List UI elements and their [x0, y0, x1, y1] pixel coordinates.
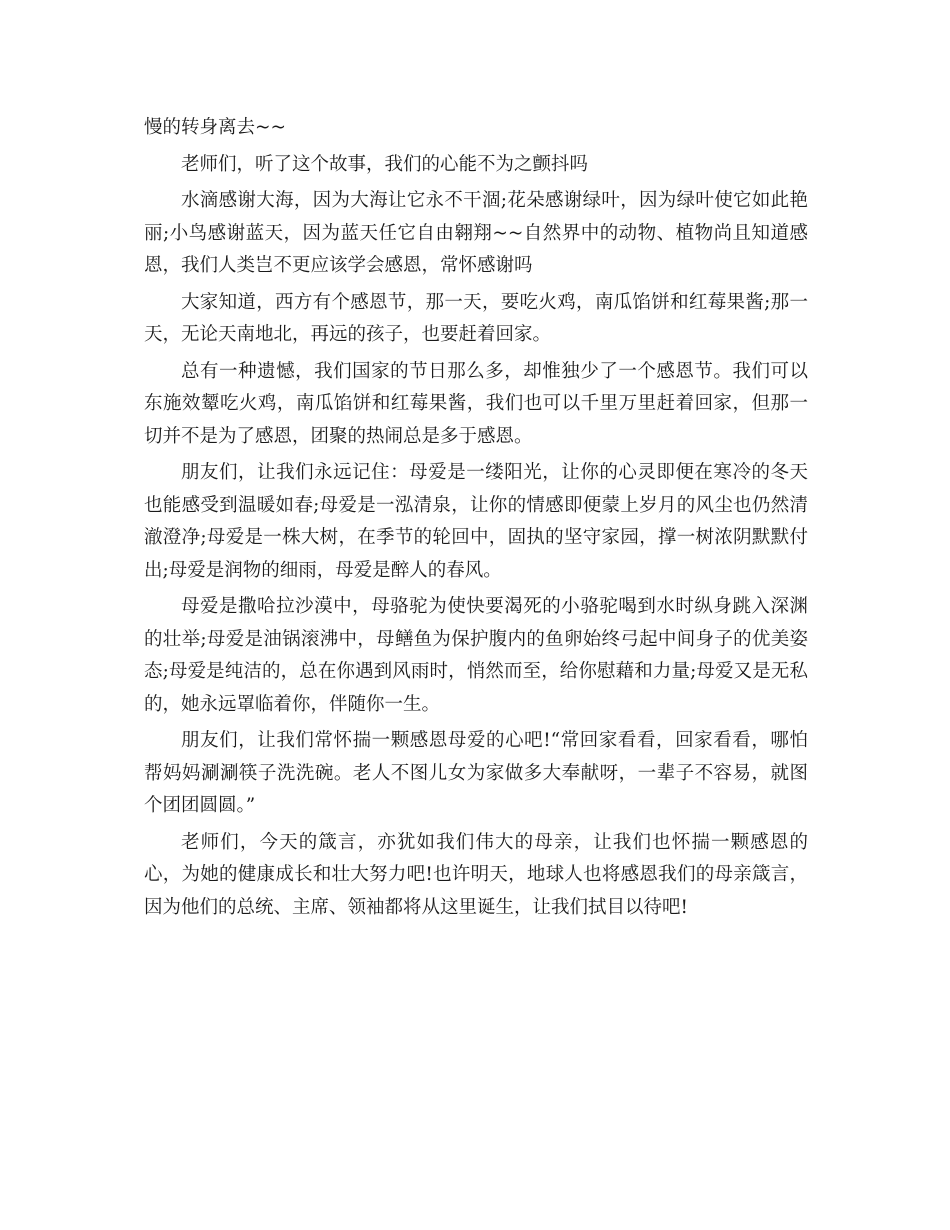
- paragraph: 朋友们，让我们永远记住：母爱是一缕阳光，让你的心灵即便在寒冷的冬天也能感受到温暖如春;母爱是一泓清泉，让你的情感即便蒙上岁月的风尘也仍然清澈澄净;母爱是一株大树，在季节的轮回中，固执的坚守家园，撑一树浓阴默默付出;母爱是润物的细雨，母爱是醉人的春风。: [144, 462, 808, 581]
- paragraph: 大家知道，西方有个感恩节，那一天，要吃火鸡，南瓜馅饼和红莓果酱;那一天，无论天南地北，再远的孩子，也要赶着回家。: [144, 291, 808, 345]
- paragraph: 老师们，今天的箴言，亦犹如我们伟大的母亲，让我们也怀揣一颗感恩的心，为她的健康成长和壮大努力吧!也许明天，地球人也将感恩我们的母亲箴言，因为他们的总统、主席、领袖都将从这里诞生，让我们拭目以待吧!: [144, 831, 808, 918]
- paragraph: 水滴感谢大海，因为大海让它永不干涸;花朵感谢绿叶，因为绿叶使它如此艳丽;小鸟感谢蓝天，因为蓝天任它自由翱翔~~自然界中的动物、植物尚且知道感恩，我们人类岂不更应该学会感恩，常怀感谢吗: [144, 190, 808, 276]
- paragraph: 母爱是撒哈拉沙漠中，母骆驼为使快要渴死的小骆驼喝到水时纵身跳入深渊的壮举;母爱是油锅滚沸中，母鳝鱼为保护腹内的鱼卵始终弓起中间身子的优美姿态;母爱是纯洁的，总在你遇到风雨时，悄然而至，给你慰藉和力量;母爱又是无私的，她永远罩临着你，伴随你一生。: [144, 596, 808, 715]
- document-body: [144, 112, 808, 928]
- paragraph: 老师们，听了这个故事，我们的心能不为之颤抖吗: [181, 153, 589, 175]
- paragraph: 朋友们，让我们常怀揣一颗感恩母爱的心吧!“常回家看看，回家看看，哪怕帮妈妈涮涮筷子洗洗碗。老人不图儿女为家做多大奉献呀，一辈子不容易，就图个团团圆圆。”: [144, 730, 808, 816]
- paragraph: 总有一种遗憾，我们国家的节日那么多，却惟独少了一个感恩节。我们可以东施效颦吃火鸡，南瓜馅饼和红莓果酱，我们也可以千里万里赶着回家，但那一切并不是为了感恩，团聚的热闹总是多于感恩。: [144, 360, 808, 447]
- paragraph-continuation: 慢的转身离去~~: [144, 117, 287, 138]
